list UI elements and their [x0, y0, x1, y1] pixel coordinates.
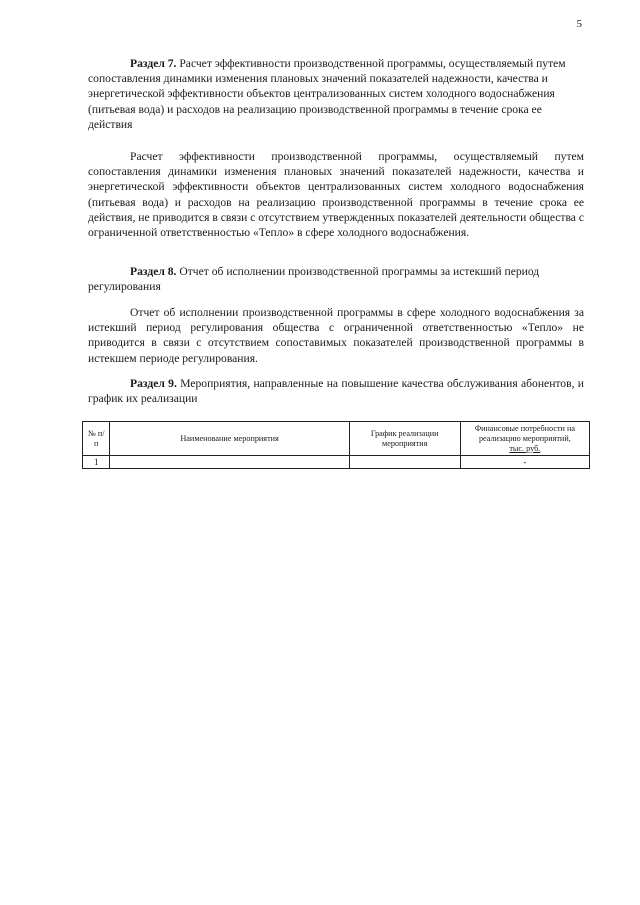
table-row — [83, 456, 590, 469]
header-finance-label: Финансовые потребности на реализацию мероприятий, — [474, 423, 575, 443]
section-7-paragraph: Расчет эффективности производственной программы, осуществляемый путем сопоставления динамики изменения плановых значений показателей надежности, качества и энергетической эффективности объектов централизованных систем холодного водоснабжения (питьевая вода) и расходов на реализацию производственной программы в течение срока ее действия, не приводится в связи с отсутствием утвержденных показателей деятельности общества с ограниченной ответственностью «Тепло» в сфере холодного водоснабжения. — [88, 150, 584, 240]
header-schedule: График реализации мероприятия — [349, 422, 460, 456]
section-8-title: Отчет об исполнении производственной программы за истекший период регулирования — [88, 265, 540, 294]
table-header-row — [83, 422, 590, 456]
cell-schedule — [349, 456, 460, 469]
cell-num: 1 — [83, 456, 110, 469]
header-name: Наименование мероприятия — [110, 422, 349, 456]
section-7-label: Раздел 7. — [130, 57, 177, 70]
section-9-title: Мероприятия, направленные на повышение качества обслуживания абонентов, и график их реализации — [88, 377, 585, 406]
section-7-heading — [88, 56, 584, 132]
section-8-label: Раздел 8. — [130, 265, 177, 278]
page-number: 5 — [576, 18, 582, 30]
section-7-title: Расчет эффективности производственной программы, осуществляемый путем сопоставления динамики изменения плановых значений показателей надежности, качества и энергетической эффективности объектов централизованных систем холодного водоснабжения (питьевая вода) и расходов на реализацию производственной программы в течение срока ее действия — [88, 57, 566, 131]
measures-table — [82, 421, 590, 469]
section-9-label: Раздел 9. — [130, 377, 177, 390]
section-8-heading — [88, 264, 584, 294]
header-num: № п/п — [83, 422, 110, 456]
section-8-paragraph: Отчет об исполнении производственной программы в сфере холодного водоснабжения за истекший период регулирования общества с ограниченной ответственностью «Тепло» не приводится в связи с отсутствием сопоставимых показателей производственной программы в истекшем периоде регулирования. — [88, 306, 584, 365]
cell-name — [110, 456, 349, 469]
header-finance-unit: тыс. руб. — [509, 443, 541, 453]
header-finance — [460, 422, 589, 456]
section-9-heading — [88, 376, 584, 406]
cell-finance: - — [460, 456, 589, 469]
